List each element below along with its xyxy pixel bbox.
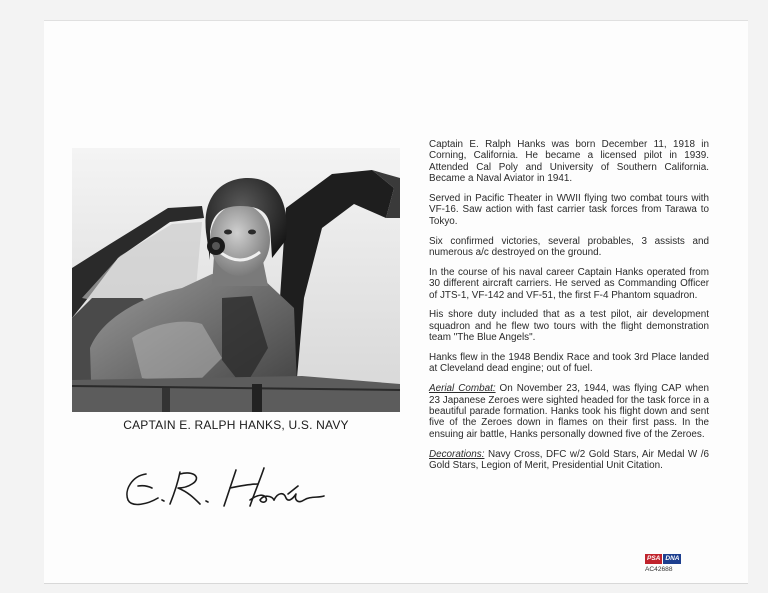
bio-paragraph-career: In the course of his naval career Captain Hanks operated from 30 different aircraft carriers. He served as Commanding Officer of JTS-1, VF-142 and VF-51, the first F-4 Phantom squadron. (429, 266, 709, 301)
signature (118, 464, 333, 512)
bio-paragraph-shore-duty: His shore duty included that as a test pilot, air development squadron and he flew two tours with the flight demonstration team "The Blue Angels". (429, 309, 709, 344)
certification-number: AC42688 (645, 566, 673, 573)
bio-paragraph-bendix: Hanks flew in the 1948 Bendix Race and took 3rd Place landed at Cleveland dead engine; out of fuel. (429, 352, 709, 375)
pilot-photo (72, 148, 400, 412)
decorations-heading: Decorations: (429, 448, 485, 460)
aerial-combat-text: On November 23, 1944, was flying CAP when 23 Japanese Zeroes were sighted headed for the task force in a beautiful parade formation. Hanks took his flight down and sent five of the Zeroes down in flames on their first pass. In the ensuing air battle, Hanks personally downed five of the Zeroes. (429, 383, 709, 440)
biography (429, 139, 709, 477)
dna-logo: DNA (665, 555, 680, 562)
bio-paragraph-decorations (429, 449, 709, 472)
decorations-text: Navy Cross, DFC w/2 Gold Stars, Air Medal W /6 Gold Stars, Legion of Merit, Presidential Unit Citation. (429, 448, 709, 472)
bio-paragraph-wwii: Served in Pacific Theater in WWII flying two combat tours with VF-16. Saw action with fast carrier task forces from Tarawa to Tokyo. (429, 193, 709, 227)
bio-paragraph-aerial-combat (429, 383, 709, 440)
aerial-combat-heading: Aerial Combat: (429, 383, 496, 395)
psa-dna-sticker (645, 554, 681, 564)
bio-paragraph-birth: Captain E. Ralph Hanks was born December 11, 1918 in Corning, California. He became a licensed pilot in 1939. Attended Cal Poly and University of Southern California. Became a Naval Aviator in 1941. (429, 139, 709, 185)
psa-logo: PSA (647, 555, 661, 562)
bio-paragraph-victories: Six confirmed victories, several probables, 3 assists and numerous a/c destroyed on the ground. (429, 235, 709, 259)
photo-caption: CAPTAIN E. RALPH HANKS, U.S. NAVY (123, 418, 349, 432)
